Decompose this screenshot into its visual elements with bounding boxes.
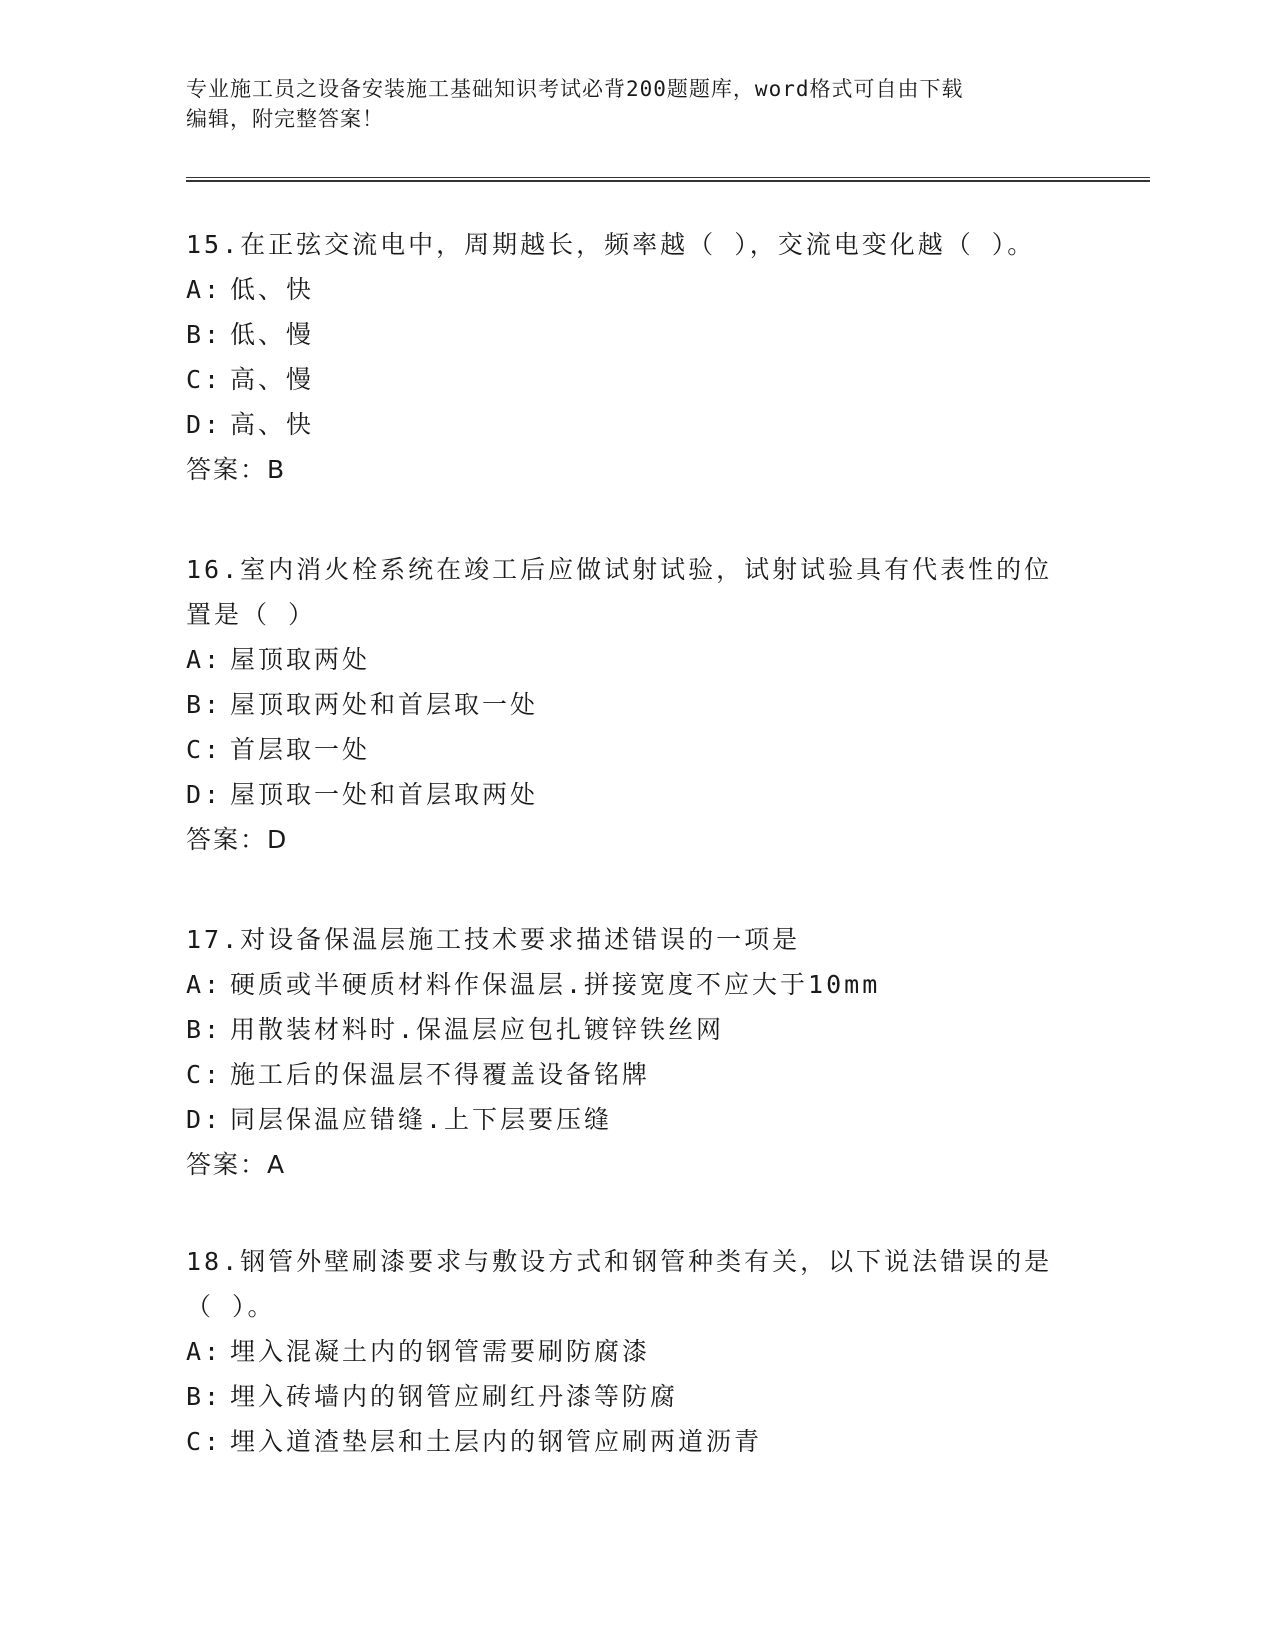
option-letter: B: [186, 320, 223, 349]
option-b [186, 682, 1086, 727]
option-a [186, 962, 1086, 1007]
option-c [186, 1052, 1086, 1097]
option-text: 首层取一处 [230, 735, 371, 764]
option-letter: A: [186, 1337, 223, 1366]
option-a [186, 1329, 1086, 1374]
option-letter: B: [186, 1382, 223, 1411]
option-text: 用散装材料时.保温层应包扎镀锌铁丝网 [230, 1015, 725, 1044]
option-d [186, 1097, 1086, 1142]
option-letter: D: [186, 1105, 223, 1134]
question-stem-continued: 置是（ ） [186, 600, 317, 629]
question-16 [186, 547, 1086, 862]
answer-label: 答案：D [186, 825, 289, 854]
question-stem: 15.在正弦交流电中，周期越长，频率越（ ），交流电变化越（ ）。 [186, 230, 1036, 259]
option-letter: C: [186, 365, 223, 394]
option-letter: A: [186, 970, 223, 999]
option-d [186, 772, 1086, 817]
question-15 [186, 222, 1086, 492]
option-text: 屋顶取两处和首层取一处 [230, 690, 539, 719]
option-text: 屋顶取一处和首层取两处 [230, 780, 539, 809]
option-letter: A: [186, 645, 223, 674]
option-c [186, 357, 1086, 402]
option-c [186, 727, 1086, 772]
option-d [186, 402, 1086, 447]
option-text: 屋顶取两处 [230, 645, 371, 674]
question-18 [186, 1239, 1086, 1464]
option-text: 埋入道渣垫层和土层内的钢管应刷两道沥青 [230, 1427, 763, 1456]
option-text: 高、慢 [230, 365, 315, 394]
option-letter: B: [186, 690, 223, 719]
option-letter: C: [186, 1427, 223, 1456]
option-b [186, 312, 1086, 357]
header-title-line-2: 编辑，附完整答案！ [186, 107, 384, 131]
option-c [186, 1419, 1086, 1464]
answer-label: 答案：A [186, 1150, 287, 1179]
question-17 [186, 917, 1086, 1187]
option-letter: D: [186, 780, 223, 809]
question-stem: 16.室内消火栓系统在竣工后应做试射试验，试射试验具有代表性的位 [186, 555, 1053, 584]
option-a [186, 267, 1086, 312]
option-b [186, 1007, 1086, 1052]
option-letter: A: [186, 275, 223, 304]
option-text: 低、慢 [230, 320, 315, 349]
option-letter: D: [186, 410, 223, 439]
question-stem: 18.钢管外壁刷漆要求与敷设方式和钢管种类有关，以下说法错误的是 [186, 1247, 1053, 1276]
question-stem: 17.对设备保温层施工技术要求描述错误的一项是 [186, 925, 801, 954]
header-divider [186, 177, 1150, 182]
option-text: 高、快 [230, 410, 315, 439]
document-header [186, 74, 1066, 134]
option-text: 埋入砖墙内的钢管应刷红丹漆等防腐 [230, 1382, 679, 1411]
option-a [186, 637, 1086, 682]
option-text: 低、快 [230, 275, 315, 304]
option-text: 埋入混凝土内的钢管需要刷防腐漆 [230, 1337, 651, 1366]
answer-label: 答案：B [186, 455, 287, 484]
option-text: 施工后的保温层不得覆盖设备铭牌 [230, 1060, 651, 1089]
header-title-line-1: 专业施工员之设备安装施工基础知识考试必背200题题库，word格式可自由下载 [186, 77, 964, 101]
question-stem-continued: （ ）。 [186, 1292, 276, 1321]
option-text: 同层保温应错缝.上下层要压缝 [230, 1105, 613, 1134]
option-letter: C: [186, 1060, 223, 1089]
option-b [186, 1374, 1086, 1419]
option-letter: C: [186, 735, 223, 764]
option-letter: B: [186, 1015, 223, 1044]
option-text: 硬质或半硬质材料作保温层.拼接宽度不应大于10mm [230, 970, 881, 999]
